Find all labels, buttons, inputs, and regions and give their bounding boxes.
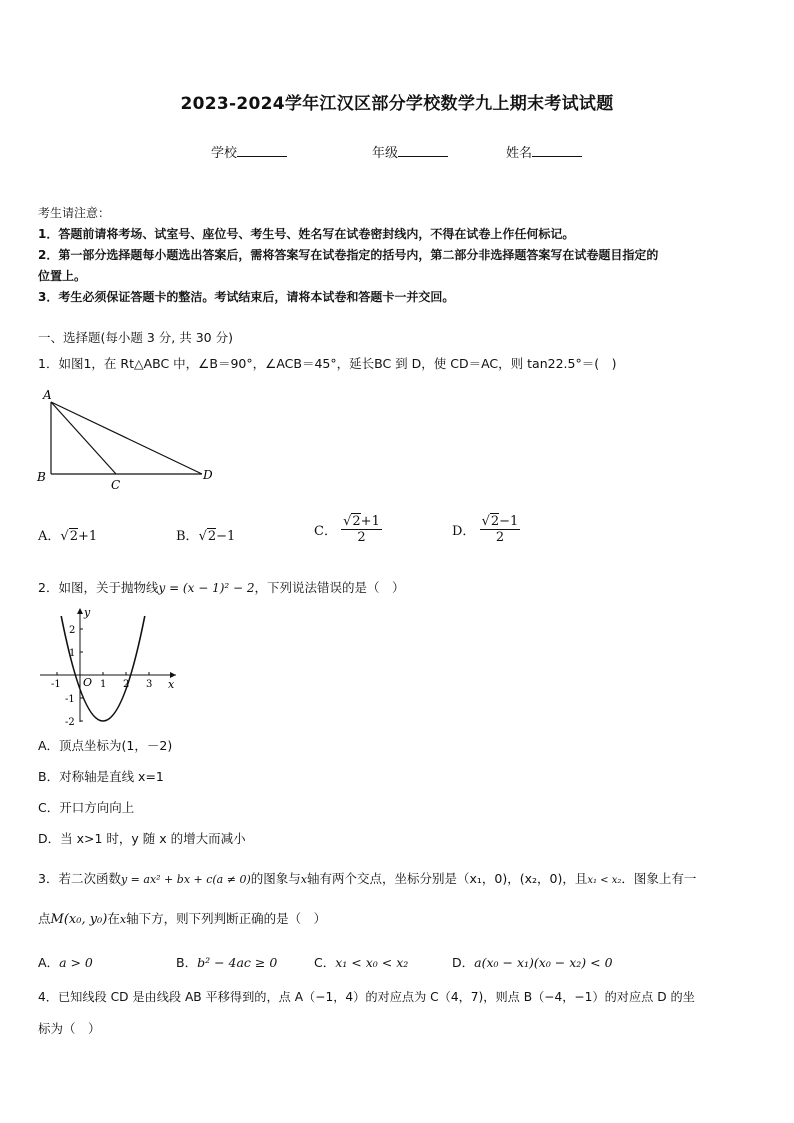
q2-option-b[interactable]: B．对称轴是直线 x=1 [38,769,164,784]
q3-option-c[interactable] [314,953,408,971]
q3-formula: y = ax² + bx + c(a ≠ 0) [120,873,251,886]
q3-option-d[interactable] [452,953,613,971]
q1-label-a: A [43,388,52,402]
q3-line2-c: 轴下方，则下列判断正确的是（ ） [126,911,327,926]
q2-ytick-label-1: 1 [69,648,76,659]
q3-option-d-math: a(x₀ − x₁)(x₀ − x₂) < 0 [474,955,613,970]
q1-label-d: D [203,468,213,482]
q1-figure-bg [34,386,218,492]
q2-xtick-label-1: 1 [100,679,107,690]
section-title: 一、选择题(每小题 3 分, 共 30 分) [38,330,233,345]
q1-option-c-radicand: 2 [352,514,361,529]
q2-y-arrow [77,608,83,614]
q3-option-b-math: b² − 4ac ≥ 0 [197,955,278,970]
q3-option-a[interactable] [38,953,93,971]
school-field [211,142,287,161]
q2-option-d[interactable]: D．当 x>1 时，y 随 x 的增大而减小 [38,831,246,846]
q3-option-a-label: A． [38,955,60,970]
q2-xtick-label-2: 2 [123,679,130,690]
q2-formula: y = (x − 1)² − 2 [158,581,255,595]
q2-option-c[interactable]: C．开口方向向上 [38,800,135,815]
q2-ytick-label-m1: -1 [65,694,75,705]
q1-option-b-tail: −1 [216,529,236,544]
school-label: 学校 [211,146,238,161]
q3-option-a-math: a > 0 [59,955,93,970]
q1-option-d[interactable] [452,514,520,545]
grade-label: 年级 [372,146,399,161]
q1-option-d-num-tail: −1 [499,514,519,529]
q1-option-b-radicand: 2 [207,529,217,544]
exam-notes [38,203,658,308]
q3-point: M(x₀, y₀) [50,912,108,927]
note-2b: 位置上。 [38,269,87,283]
note-2a: 2．第一部分选择题每小题选出答案后，需将答案写在试卷指定的括号内，第二部分非选择题答案写在试卷题目指定的 [38,248,659,262]
q4-line-2: 标为（ ） [38,1021,101,1036]
note-1: 1．答题前请将考场、试室号、座位号、考生号、姓名写在试卷密封线内，不得在试卷上作任何标记。 [38,227,575,241]
q1-option-c-denominator: 2 [357,530,366,545]
name-field [506,142,582,161]
q3-line-2 [38,909,326,927]
q2-text-b: ，下列说法错误的是（ ） [254,580,405,595]
q1-label-b: B [37,470,46,484]
q1-triangle-figure [34,386,218,492]
q1-option-c[interactable] [314,514,382,545]
q1-option-b-label: B． [176,529,199,544]
q2-x-label: x [168,678,175,691]
q1-option-a-label: A． [38,529,61,544]
q3-option-d-label: D． [452,955,475,970]
q3-text-d: ．图象上有一 [621,871,697,886]
q1-option-c-label: C． [314,524,337,539]
q1-option-a-tail: +1 [77,529,98,544]
q3-line-1 [38,869,696,887]
q1-text: 1．如图1，在 Rt△ABC 中，∠B＝90°，∠ACB＝45°，延长BC 到 D，使 CD＝AC，则 tan22.5°＝( ) [38,356,617,371]
page-title: 2023-2024学年江汉区部分学校数学九上期末考试试题 [180,94,614,114]
q4-line-1: 4．已知线段 CD 是由线段 AB 平移得到的，点 A（−1，4）的对应点为 C（4，7)，则点 B（−4，−1）的对应点 D 的坐 [38,990,695,1004]
q2-xtick-label-3: 3 [146,679,153,690]
q1-label-c: C [111,478,121,492]
q3-xvar: x [300,873,307,886]
q2-ytick-label-m2: -2 [65,717,75,726]
q2-ytick-label-2: 2 [69,625,76,636]
q3-option-b[interactable] [176,953,277,971]
q1-option-c-num-tail: +1 [360,514,380,529]
q2-text [38,578,405,596]
q2-xtick-label-m1: -1 [51,679,61,690]
grade-blank[interactable] [398,144,448,157]
q1-option-a[interactable]: A．√2+1 [38,529,98,544]
q3-option-c-math: x₁ < x₀ < x₂ [335,955,409,970]
q1-option-d-fraction: $\frac{√2-1}{2}$ [481,514,519,545]
name-blank[interactable] [532,144,582,157]
q1-option-c-fraction: $\frac{√2+1}{2}$ [343,514,380,545]
q3-option-c-label: C． [314,955,336,970]
school-blank[interactable] [237,144,287,157]
q1-option-b[interactable]: B．√2−1 [176,529,236,544]
q2-origin-label: O [83,676,93,689]
q3-line2-a: 点 [38,911,51,926]
q2-options [38,730,246,854]
name-label: 姓名 [506,146,533,161]
q3-text-b: 的图象与 [250,871,301,886]
q2-text-a: 2．如图，关于抛物线 [38,580,159,595]
q2-option-a[interactable]: A．顶点坐标为(1，－2) [38,738,173,753]
q3-xvar-2: x [119,913,127,926]
q3-line2-b: 在 [107,911,120,926]
q3-text-c: 轴有两个交点，坐标分别是（x₁，0)，(x₂，0)，且 [306,871,588,886]
q1-option-d-radicand: 2 [490,514,500,529]
q3-text-a: 3．若二次函数 [38,871,121,886]
grade-field [372,142,448,161]
q3-condition: x₁ < x₂ [587,875,622,886]
q3-option-b-label: B． [176,955,198,970]
q1-option-d-label: D． [452,524,476,539]
q1-option-d-denominator: 2 [495,530,505,545]
notes-heading: 考生请注意： [38,206,111,220]
q2-parabola-graph [34,604,182,726]
q1-option-a-radicand: 2 [69,529,78,544]
note-3: 3．考生必须保证答题卡的整洁。考试结束后，请将本试卷和答题卡一并交回。 [38,290,455,304]
q2-y-label: y [84,606,91,619]
